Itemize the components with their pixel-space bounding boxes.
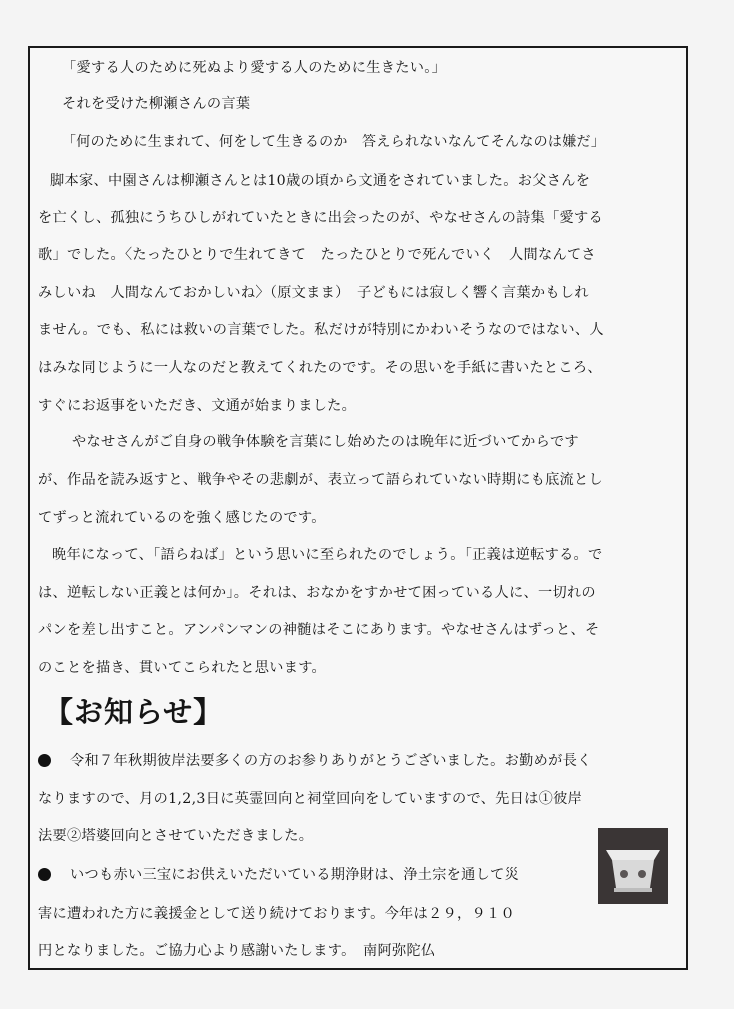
- sanbo-offering-stand-photo: [598, 828, 668, 904]
- article-line: 脚本家、中園さんは柳瀬さんとは10歳の頃から文通をされていました。お父さんを: [50, 173, 591, 189]
- article-line: パンを差し出すこと。アンパンマンの神髄はそこにあります。やなせさんはずっと、そ: [38, 622, 600, 638]
- article-line: みしいね 人間なんておかしいね〉（原文まま） 子どもには寂しく響く言葉かもしれ: [38, 285, 589, 301]
- notice-item-2-line: 害に遭われた方に義援金として送り続けております。今年は２９，９１０: [38, 906, 515, 922]
- black-circle-bullet-icon: [38, 868, 51, 881]
- article-line: は、逆転しない正義とは何か」。それは、おなかをすかせて困っている人に、一切れの: [38, 585, 596, 601]
- notice-item-1-line: 令和７年秋期彼岸法要多くの方のお参りありがとうございました。お勤めが長く: [70, 753, 592, 769]
- article-line: やなせさんがご自身の戦争体験を言葉にし始めたのは晩年に近づいてからです: [72, 434, 579, 450]
- notice-item-2-line: 円となりました。ご協力心より感謝いたします。 南阿弥陀仏: [38, 943, 436, 959]
- article-line: のことを描き、貫いてこられたと思います。: [38, 660, 327, 676]
- notice-heading: 【お知らせ】: [44, 695, 224, 729]
- article-line: 「何のために生まれて、何をして生きるのか 答えられないなんてそんなのは嫌だ」: [62, 134, 606, 150]
- notice-item-1-line: 法要②塔婆回向とさせていただきました。: [38, 828, 314, 844]
- article-line: てずっと流れているのを強く感じたのです。: [38, 510, 326, 526]
- notice-item-2-line: いつも赤い三宝にお供えいただいている期浄財は、浄土宗を通して災: [70, 867, 520, 883]
- article-line: を亡くし、孤独にうちひしがれていたときに出会ったのが、やなせさんの詩集「愛する: [38, 210, 604, 226]
- article-line: 晩年になって、「語らねば」という思いに至られたのでしょう。「正義は逆転する。で: [52, 547, 603, 563]
- black-circle-bullet-icon: [38, 754, 51, 767]
- article-line: それを受けた柳瀬さんの言葉: [62, 96, 251, 112]
- notice-item-1-line: なりますので、月の1,2,3日に英霊回向と祠堂回向をしていますので、先日は①彼岸: [38, 791, 583, 807]
- article-line: はみな同じように一人なのだと教えてくれたのです。その思いを手紙に書いたところ、: [38, 360, 602, 376]
- article-line: ません。でも、私には救いの言葉でした。私だけが特別にかわいそうなのではない、人: [38, 322, 604, 338]
- article-line: すぐにお返事をいただき、文通が始まりました。: [38, 398, 357, 414]
- article-line: が、作品を読み返すと、戦争やその悲劇が、表立って語られていない時期にも底流とし: [38, 472, 604, 488]
- article-line: 「愛する人のために死ぬより愛する人のために生きたい。」: [62, 60, 447, 76]
- article-line: 歌」でした。〈たったひとりで生れてきて たったひとりで死んでいく 人間なんてさ: [38, 247, 596, 263]
